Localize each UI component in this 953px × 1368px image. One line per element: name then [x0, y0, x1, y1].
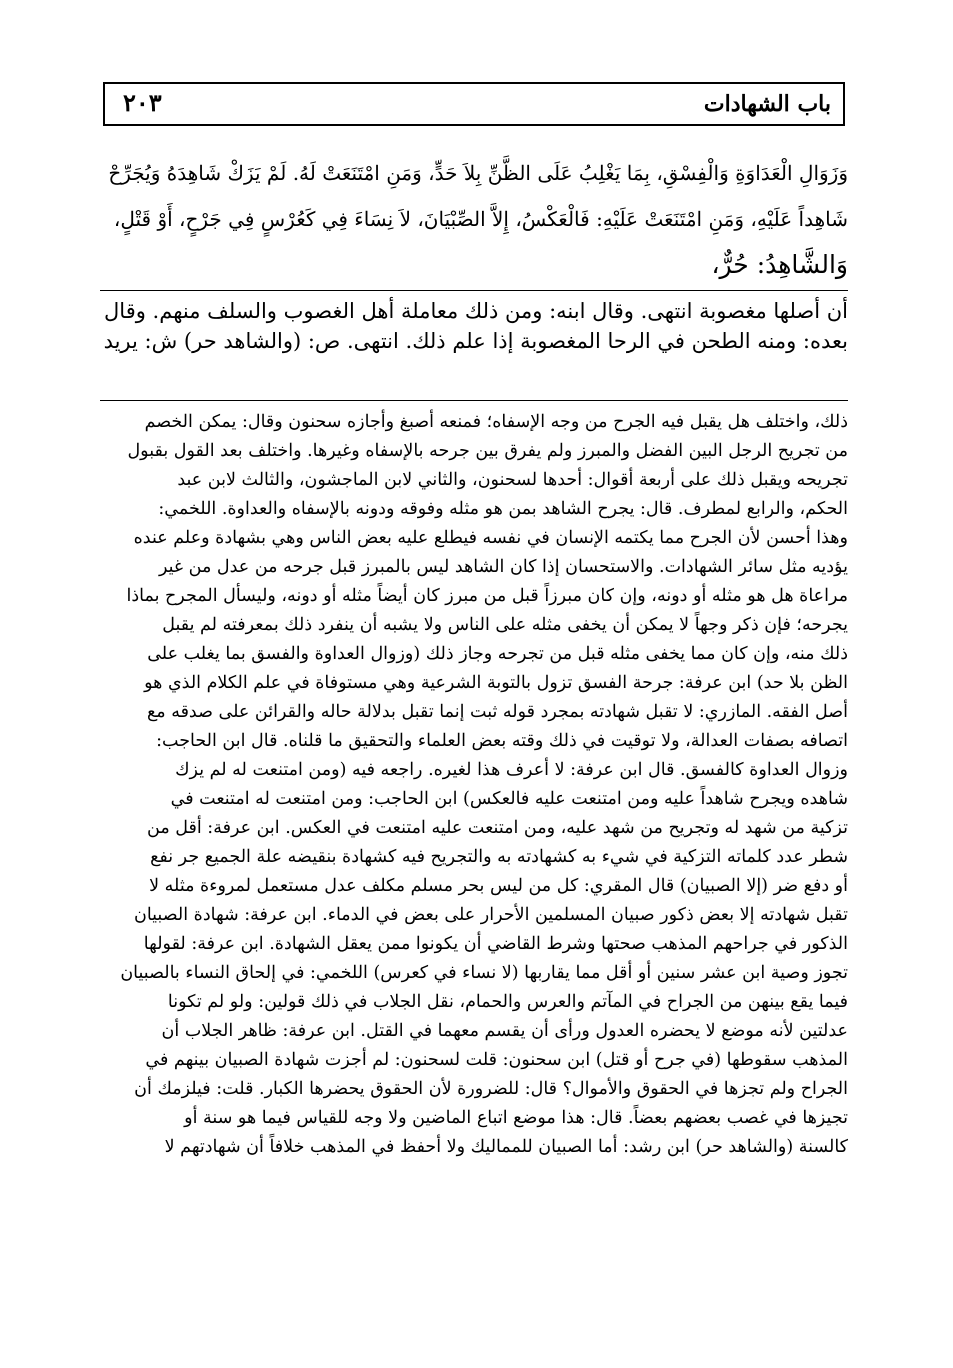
commentary-line: تجريحه ويقبل ذلك على أربعة أقوال: أحدها لسحنون، والثاني لابن الماجشون، والثالث لابن عبد	[177, 470, 848, 490]
commentary-line: الظن بلا حد) ابن عرفة: جرحة الفسق تزول بالتوبة الشرعية وهي مستوفاة في علم الكلام الذي هو	[144, 673, 848, 693]
commentary-line: تقبل شهادته إلا بعض ذكور صبيان المسلمين الأحرار على بعض في الدماء. ابن عرفة: شهادة الصبيان	[133, 905, 848, 925]
matn-line: شَاهِداً عَلَيْهِ، وَمَنِ امْتَنَعَتْ عَلَيْهِ: فَالْعَكْسُ، إِلاَّ الصِّبْيَانَ، لاَ نِسَاءَ فِي كَعُرْسٍ فِي جَرْحٍ، أَوْ قَتْلٍ،	[113, 207, 848, 231]
commentary-main	[100, 408, 848, 1162]
commentary-line: مراعاة هل هو مثله أو دونه، وإن كان مبرزاً قبل من مبرز كان أيضاً مثله أو دونه، وليسأل المجرح بماذا	[126, 586, 848, 606]
commentary-line: الجراح ولم تجزها في الحقوق والأموال؟ قال: للضرورة لأن الحقوق يحضرها الكبار. قلت: فيلزمك أن	[134, 1079, 848, 1099]
commentary-line: ذلك منه، وإن كان مما يخفى مثله قبل من تجرحه وجاز ذلك (وزوال العداوة والفسق بما يغلب على	[147, 644, 848, 664]
commentary-line: تجيزها في غصب بعضهم بعضاً. قال: هذا موضع اتباع الماضين ولا وجه للقياس فيما هو سنة أو	[184, 1108, 848, 1128]
commentary-line: فيما يقع بينهن من الجراح في المآتم والعرس والحمام، نقل الجلاب في ذلك قولين: ولو لم تكونا	[167, 992, 848, 1012]
page-number: ٢٠٣	[123, 88, 162, 117]
commentary-line: أن أصلها مغصوبة انتهى. وقال ابنه: ومن ذلك معاملة أهل الغصوب والسلف منهم. وقال	[104, 299, 848, 323]
commentary-line: عدلتين لأنه موضع لا يحضره العدول ورأى أن يقسم معهما في القتل. ابن عرفة: ظاهر الجلاب أن	[161, 1021, 848, 1041]
commentary-line: الحكم، والرابع لمطرف. قال: يجرح الشاهد بمن هو مثله وفوقه ودونه بالإسفاه والعداوة. اللخمي:	[158, 499, 848, 519]
commentary-line: اتصافه بصفات العدالة، ولا توقيت في ذلك وقته بعض العلماء والتحقيق ما قلناه. قال ابن الحاجب:	[156, 731, 848, 751]
commentary-line: تزكية من شهد له وتجريح من شهد عليه، ومن امتنعت عليه امتنعت في العكس. ابن عرفة: أقل من	[147, 818, 848, 838]
commentary-line: كالسنة (والشاهد حر) ابن رشد: أما الصبيان للمماليك ولا أحفظ في المذهب خلافاً أن شهادتهم لا	[164, 1137, 848, 1157]
commentary-line: يجرحه؛ فإن ذكر وجهاً لا يمكن أن يخفى مثله على الناس ولا يشبه أن ينفرد ذلك بمعرفته لم يقبل	[162, 615, 848, 635]
commentary-upper	[100, 296, 848, 356]
divider-line-top	[100, 290, 848, 291]
page-header	[103, 82, 845, 126]
matn-text	[100, 150, 848, 288]
commentary-line: شاهده ويجرح شاهداً عليه ومن امتنعت عليه فالعكس) ابن الحاجب: ومن امتنعت له امتنعت في	[170, 789, 848, 809]
commentary-line: أو دفع ضر (إلا الصبيان) قال المقري: كل من ليس بحر مسلم مكلف عدل مستعمل لمروءة مثله لا	[149, 876, 848, 896]
commentary-line: من تجريح الرجل البين الفضل والمبرز ولم يفرق بين جرحه بالإسفاه وغيرها. واختلف بعد القول بقبول	[127, 441, 848, 461]
commentary-line: يؤديه مثل سائر الشهادات. والاستحسان إذا كان الشاهد ليس بالمبرز قبل جرحه من عدل من غير	[159, 557, 848, 577]
commentary-line: بعده: ومنه الطحن في الرحا المغصوبة إذا علم ذلك. انتهى. ص: (والشاهد حر) ش: يريد	[103, 329, 848, 353]
chapter-title: باب الشهادات	[703, 91, 831, 117]
commentary-line: شطر عدد كلماته التزكية في شيء به كشهادته به والتجريح فيه كشهادة بنقيضه علة الجميع جر نفع	[150, 847, 848, 867]
commentary-line: وزوال العداوة كالفسق. قال ابن عرفة: لا أعرف هذا لغيره. راجعه فيه (ومن امتنعت له لم يزك	[175, 760, 848, 780]
commentary-line: المذهب سقوطها (في جرح أو قتل) ابن سحنون: قلت لسحنون: لم أجزت شهادة الصبيان بينهم في	[145, 1050, 848, 1070]
divider-line-bottom	[100, 400, 848, 401]
commentary-line: الذكور في جراحهم المذهب صحتها وشرط القاضي أن يكونوا ممن يعقل الشهادة. ابن عرفة: لقولها	[143, 934, 848, 954]
matn-line: وَالشَّاهِدُ: حُرٌّ،	[711, 250, 848, 279]
commentary-line: أصل الفقه. المازري: لا تقبل شهادته بمجرد قوله ثبت إنما تقبل بدلالة حاله والقرائن على صدقه مع	[146, 702, 848, 722]
commentary-line: وهذا أحسن لأن الجرح مما يكتمه الإنسان في نفسه فيطلع عليه بعض الناس وهي بشهادة وعلم عنده	[133, 528, 848, 548]
commentary-line: ذلك، واختلف هل يقبل فيه الجرح من وجه الإسفاه؛ فمنعه أصبغ وأجازه سحنون وقال: يمكن الخصم	[144, 412, 848, 432]
commentary-line: تجوز وصية ابن عشر سنين أو أقل مما يقاربها (لا نساء في كعرس) اللخمي: في إلحاق النساء بالصبيان	[120, 963, 848, 983]
matn-line: وَزَوَالِ الْعَدَاوَةِ وَالْفِسْقِ، بِمَا يَغْلِبُ عَلَى الظَّنِّ بِلاَ حَدٍّ، وَمَنِ امْتَنَعَتْ لَهُ. لَمْ يَزَكْ شَاهِدَهُ وَيُجَرِّحْ	[108, 161, 848, 185]
